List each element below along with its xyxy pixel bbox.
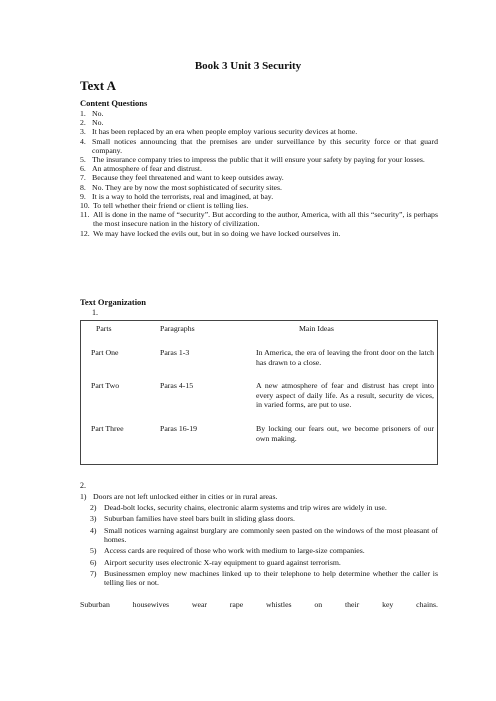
list-item — [80, 183, 438, 192]
item-text: Access cards are required of those who work with medium to large-size companies. — [104, 546, 365, 556]
cell-paragraphs: Paras 1-3 — [160, 348, 190, 357]
content-questions-heading: Content Questions — [80, 98, 148, 108]
header-main-ideas: Main Ideas — [299, 324, 334, 333]
item-number: 5. — [80, 155, 86, 165]
cell-main-idea: A new atmosphere of fear and distrust has crept into every aspect of daily life. As a result, security de vices, in varied forms, are put to use. — [256, 381, 434, 410]
list-item — [80, 192, 438, 201]
list-item — [80, 201, 438, 210]
list-item — [80, 155, 438, 164]
part-2-label: 2. — [80, 481, 86, 490]
header-paragraphs: Paragraphs — [160, 324, 195, 333]
item-number: 3) — [90, 514, 97, 524]
page-title: Book 3 Unit 3 Security — [194, 60, 302, 72]
list-item — [90, 546, 438, 556]
item-text: Small notices announcing that the premises are under surveillance by this security force or that guard company. — [92, 136, 438, 155]
header-parts: Parts — [96, 324, 112, 333]
cell-part: Part Two — [91, 381, 120, 390]
list-item — [80, 492, 438, 502]
text-organization-heading: Text Organization — [80, 297, 147, 307]
item-number: 5) — [90, 546, 97, 556]
cell-main-idea: By locking our fears out, we become prisoners of our own making. — [256, 424, 434, 443]
item-text: Because they feel threatened and want to keep outsides away. — [92, 173, 284, 183]
list-item — [80, 210, 438, 228]
item-text: No. — [92, 109, 104, 118]
cell-main-idea: In America, the era of leaving the front door on the latch has drawn to a close. — [256, 348, 434, 367]
item-number: 3. — [80, 127, 86, 137]
item-number: 8. — [80, 182, 86, 192]
item-number: 12. — [80, 228, 90, 238]
content-questions-list — [80, 109, 438, 238]
cell-paragraphs: Paras 4-15 — [160, 381, 194, 390]
list-item — [80, 127, 438, 136]
item-text: No. — [92, 118, 104, 128]
cell-paragraphs: Paras 16-19 — [160, 424, 198, 433]
item-text: Doors are not left unlocked either in cities or in rural areas. — [93, 492, 278, 501]
cell-part: Part One — [91, 348, 119, 357]
item-number: 9. — [80, 191, 86, 201]
closing-line: Suburban housewives wear rape whistles on their key chains. — [80, 600, 438, 609]
item-text: Dead-bolt locks, security chains, electronic alarm systems and trip wires are widely in use. — [104, 503, 387, 513]
cell-part: Part Three — [91, 424, 124, 433]
list-item — [80, 164, 438, 173]
list-item — [80, 137, 438, 155]
item-number: 4) — [90, 525, 97, 535]
item-text: An atmosphere of fear and distrust. — [92, 164, 202, 174]
item-text: The insurance company tries to impress the public that it will ensure your safety by paying for your losses. — [92, 155, 425, 165]
list-item — [80, 229, 438, 238]
list-item — [90, 558, 438, 568]
item-text: We may have locked the evils out, but in so doing we have locked ourselves in. — [93, 228, 341, 238]
item-text: Suburban families have steel bars built in sliding glass doors. — [104, 514, 295, 524]
item-number: 6) — [90, 557, 97, 567]
part-1-label: 1. — [92, 308, 98, 317]
item-number: 7. — [80, 173, 86, 183]
item-number: 6. — [80, 164, 86, 174]
item-number: 2. — [80, 118, 86, 128]
item-text: To tell whether their friend or client is telling lies. — [93, 201, 249, 211]
list-item — [80, 109, 438, 118]
item-number: 7) — [90, 568, 97, 578]
item-text: It has been replaced by an era when people employ various security devices at home. — [92, 127, 358, 137]
item-number: 2) — [90, 503, 97, 513]
item-text: No. They are by now the most sophisticated of security sites. — [92, 182, 282, 192]
item-number: 10. — [80, 201, 90, 211]
list-item — [90, 514, 438, 524]
item-text: Businessmen employ new machines linked up to their telephone to help determine whether the caller is telling lies or not. — [104, 568, 438, 588]
item-number: 1) — [80, 492, 87, 501]
item-number: 11. — [80, 210, 90, 220]
list-item — [80, 173, 438, 182]
item-text: It is a way to hold the terrorists, real and imagined, at bay. — [92, 191, 274, 201]
item-text: All is done in the name of “security”. But according to the author, America, with all this “security”, is perhaps the most insecure nation in the history of civilization. — [93, 210, 438, 229]
section-title-text-a: Text A — [80, 78, 116, 93]
list-item — [80, 118, 438, 127]
list-item — [90, 503, 438, 513]
item-text: Small notices warning against burglary are commonly seen pasted on the windows of the most pleasant of homes. — [104, 525, 438, 545]
examples-list — [80, 492, 438, 590]
item-number: 1. — [80, 109, 86, 118]
item-text: Airport security uses electronic X-ray equipment to guard against terrorism. — [104, 557, 341, 567]
item-number: 4. — [80, 136, 86, 146]
list-item — [90, 569, 438, 588]
organization-table — [80, 320, 438, 465]
list-item — [90, 526, 438, 545]
